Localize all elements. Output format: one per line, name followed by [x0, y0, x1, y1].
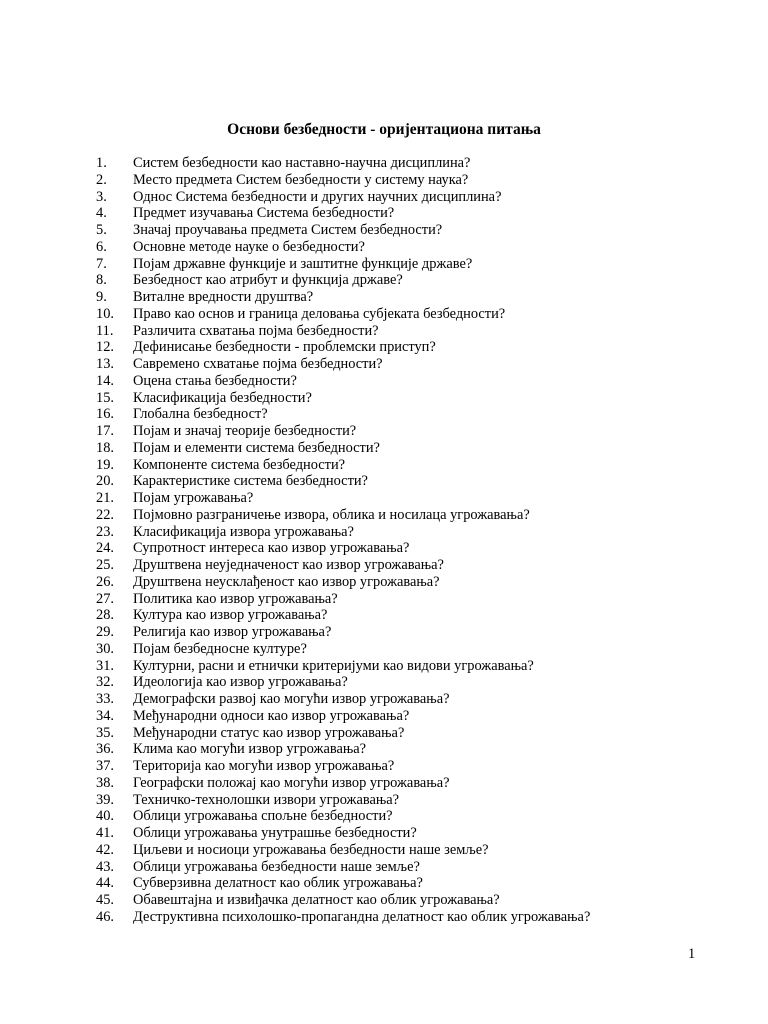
question-text: Глобална безбедност? — [133, 406, 268, 423]
question-number: 45. — [96, 892, 114, 908]
question-number: 22. — [96, 506, 114, 523]
question-number: 16. — [96, 406, 114, 423]
question-text: Предмет изучавања Система безбедности? — [133, 205, 395, 222]
question-number: 19. — [96, 456, 114, 473]
question-number: 41. — [96, 825, 114, 841]
question-text: Религија као извор угрожавања? — [133, 624, 332, 640]
question-text: Облици угрожавања унутрашње безбедности? — [133, 825, 417, 841]
question-number: 6. — [96, 238, 107, 255]
question-text: Деструктивна психолошко-пропагандна делатност као облик угрожавања? — [133, 908, 591, 925]
question-number: 37. — [96, 758, 114, 774]
question-number: 4. — [96, 205, 107, 222]
question-number: 29. — [96, 624, 114, 640]
question-text: Место предмета Систем безбедности у систему наука? — [133, 171, 469, 188]
question-text: Појмовно разграничење извора, облика и носилаца угрожавања? — [133, 506, 530, 523]
question-text: Појам и елементи система безбедности? — [133, 439, 380, 456]
question-number: 25. — [96, 557, 114, 573]
question-number: 35. — [96, 724, 114, 741]
question-number: 13. — [96, 356, 114, 372]
question-text: Облици угрожавања спољне безбедности? — [133, 808, 393, 825]
question-text: Територија као могући извор угрожавања? — [133, 758, 395, 774]
question-number: 21. — [96, 490, 114, 506]
question-number: 32. — [96, 674, 114, 691]
question-text: Клима као могући извор угрожавања? — [133, 741, 367, 758]
question-text: Различита схватања појма безбедности? — [133, 322, 379, 339]
question-text: Дефинисање безбедности - проблемски приступ? — [133, 339, 436, 356]
question-number: 8. — [96, 272, 107, 289]
question-text: Класификација извора угрожавања? — [133, 523, 354, 540]
question-text: Оцена стања безбедности? — [133, 372, 297, 389]
question-text: Техничко-технолошки извори угрожавања? — [133, 791, 400, 808]
question-number: 10. — [96, 305, 114, 322]
question-number: 17. — [96, 423, 114, 439]
question-number: 5. — [96, 222, 107, 238]
question-number: 9. — [96, 289, 107, 305]
question-text: Виталне вредности друштва? — [133, 289, 314, 305]
question-text: Право као основ и граница деловања субјеката безбедности? — [133, 305, 506, 322]
question-text: Савремено схватање појма безбедности? — [133, 356, 383, 372]
question-text: Супротност интереса као извор угрожавања? — [133, 540, 410, 557]
question-number: 26. — [96, 573, 114, 590]
question-number: 46. — [96, 908, 114, 925]
question-text: Појам државне функције и заштитне функције државе? — [133, 255, 473, 272]
question-text: Појам угрожавања? — [133, 490, 254, 506]
question-text: Појам безбедносне културе? — [133, 640, 307, 657]
question-text: Облици угрожавања безбедности наше земље? — [133, 858, 420, 875]
question-number: 42. — [96, 841, 114, 858]
question-text: Културни, расни и етнички критеријуми као видови угрожавања? — [133, 657, 534, 674]
question-text: Међународни односи као извор угрожавања? — [133, 707, 410, 724]
question-number: 11. — [96, 322, 114, 339]
question-number: 23. — [96, 523, 114, 540]
question-text: Класификација безбедности? — [133, 389, 312, 406]
question-text: Друштвена неусклађеност као извор угрожавања? — [133, 573, 440, 590]
question-number: 20. — [96, 473, 114, 490]
question-text: Појам и значај теорије безбедности? — [133, 423, 357, 439]
question-number: 43. — [96, 858, 114, 875]
question-text: Карактеристике система безбедности? — [133, 473, 368, 490]
question-number: 2. — [96, 171, 107, 188]
question-number: 12. — [96, 339, 114, 356]
question-number: 30. — [96, 640, 114, 657]
question-number: 27. — [96, 590, 114, 607]
question-text: Субверзивна делатност као облик угрожавања? — [133, 875, 423, 892]
question-text: Обавештајна и извиђачка делатност као облик угрожавања? — [133, 892, 500, 908]
question-number: 44. — [96, 875, 114, 892]
question-text: Идеологија као извор угрожавања? — [133, 674, 348, 691]
question-text: Демографски развој као могући извор угрожавања? — [133, 691, 450, 707]
question-number: 14. — [96, 372, 114, 389]
question-number: 39. — [96, 791, 114, 808]
question-number: 34. — [96, 707, 114, 724]
question-number: 28. — [96, 607, 114, 624]
question-text: Друштвена неуједначеност као извор угрожавања? — [133, 557, 444, 573]
question-text: Однос Система безбедности и других научних дисциплина? — [133, 188, 502, 205]
question-number: 15. — [96, 389, 114, 406]
question-text: Систем безбедности као наставно-научна дисциплина? — [133, 155, 471, 171]
question-number: 31. — [96, 657, 114, 674]
question-text: Географски положај као могући извор угрожавања? — [133, 774, 450, 791]
page-number: 1 — [688, 946, 696, 962]
question-text: Политика као извор угрожавања? — [133, 590, 338, 607]
question-text: Међународни статус као извор угрожавања? — [133, 724, 405, 741]
question-number: 38. — [96, 774, 114, 791]
question-number: 24. — [96, 540, 114, 557]
question-number: 7. — [96, 255, 107, 272]
question-number: 36. — [96, 741, 114, 758]
question-number: 18. — [96, 439, 114, 456]
question-number: 1. — [96, 155, 107, 171]
question-text: Безбедност као атрибут и функција државе? — [133, 272, 403, 289]
page-title: Основи безбедности - оријентациона питања — [227, 121, 541, 138]
question-text: Основне методе науке о безбедности? — [133, 238, 365, 255]
question-number: 40. — [96, 808, 114, 825]
question-number: 3. — [96, 188, 107, 205]
question-text: Култура као извор угрожавања? — [133, 607, 328, 624]
question-text: Значај проучавања предмета Систем безбедности? — [133, 222, 443, 238]
question-text: Циљеви и носиоци угрожавања безбедности наше земље? — [133, 841, 489, 858]
question-number: 33. — [96, 691, 114, 707]
question-text: Компоненте система безбедности? — [133, 456, 346, 473]
